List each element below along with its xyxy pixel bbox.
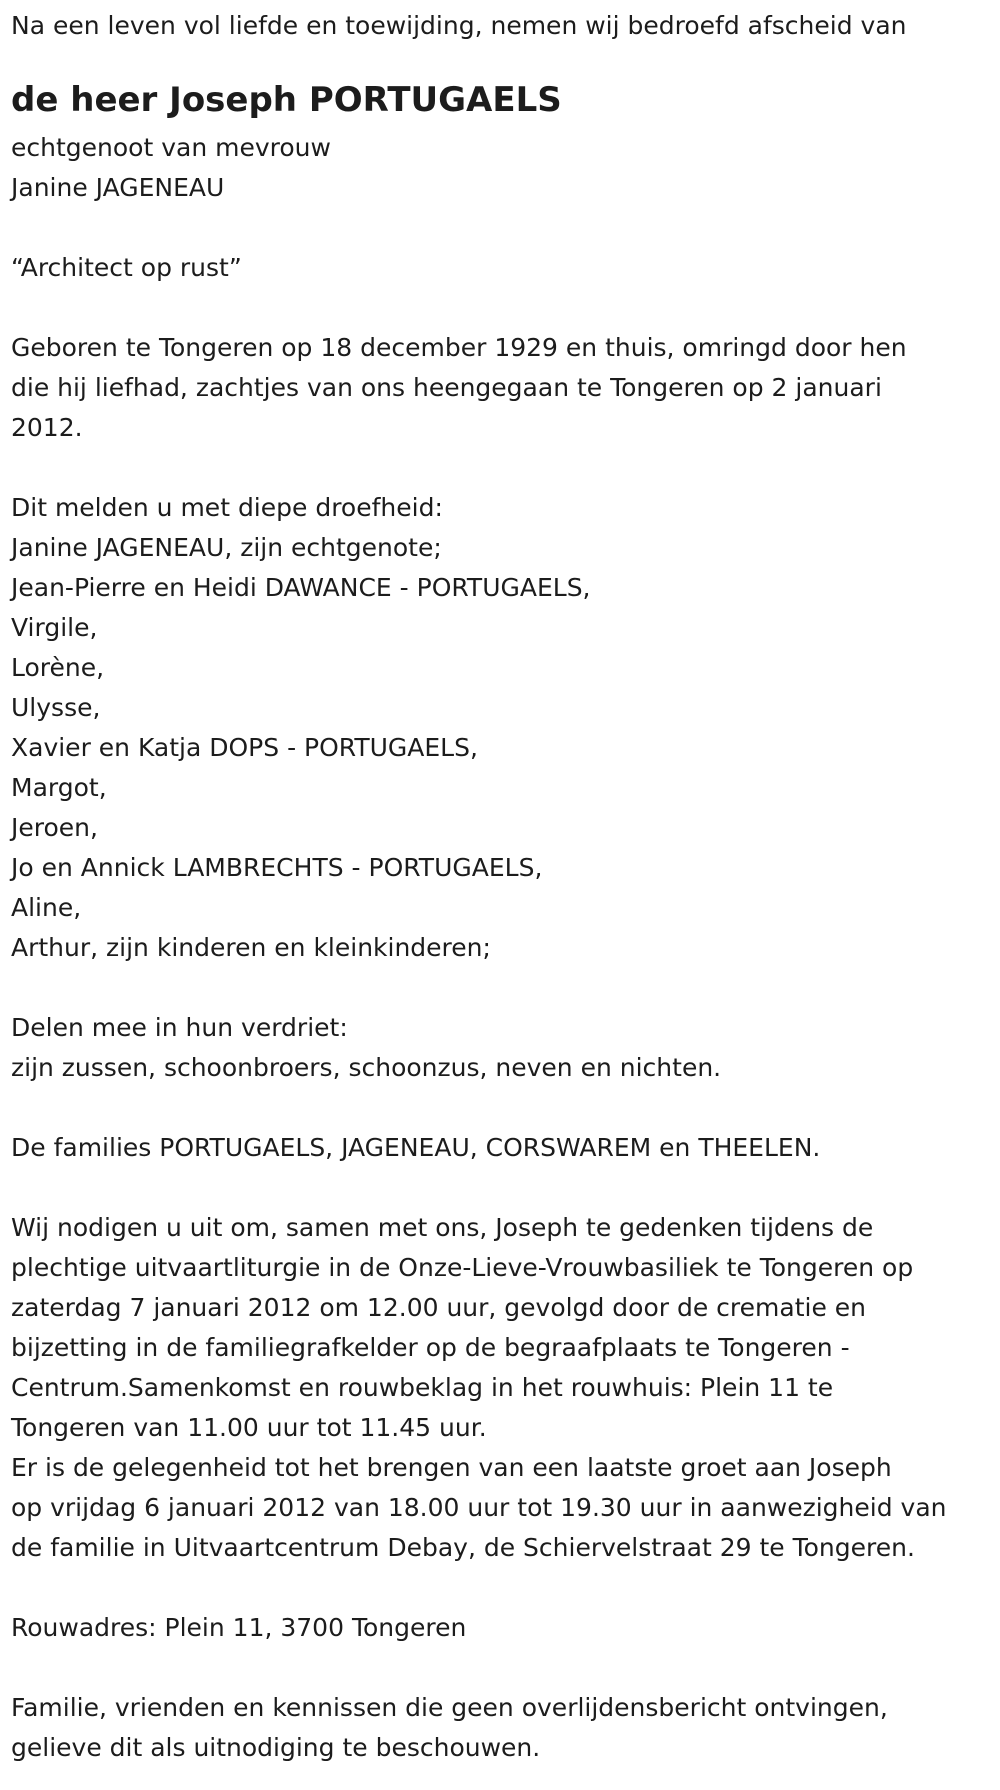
spacer: [11, 208, 996, 248]
family-member: Arthur, zijn kinderen en kleinkinderen;: [11, 933, 491, 962]
family-member: Jeroen,: [11, 813, 98, 842]
mourning-address: Rouwadres: Plein 11, 3700 Tongeren: [11, 1613, 467, 1642]
spacer: [11, 1088, 996, 1128]
paragraph-line: Tongeren van 11.00 uur tot 11.45 uur.: [11, 1413, 487, 1442]
family-member: Jean-Pierre en Heidi DAWANCE - PORTUGAELS,: [11, 573, 591, 602]
paragraph-line: Wij nodigen u uit om, samen met ons, Joseph te gedenken tijdens de: [11, 1213, 874, 1242]
paragraph-line: Geboren te Tongeren op 18 december 1929 en thuis, omringd door hen: [11, 333, 907, 362]
spouse-name: Janine JAGENEAU: [11, 173, 225, 202]
spacer: [11, 1568, 996, 1608]
sharing-heading: Delen mee in hun verdriet:: [11, 1013, 348, 1042]
birth-death-paragraph: [11, 328, 996, 448]
paragraph-line: Familie, vrienden en kennissen die geen overlijdensbericht ontvingen,: [11, 1693, 888, 1722]
family-member: Aline,: [11, 893, 82, 922]
paragraph-line: op vrijdag 6 januari 2012 van 18.00 uur tot 19.30 uur in aanwezigheid van: [11, 1493, 947, 1522]
paragraph-line: die hij liefhad, zachtjes van ons heengegaan te Tongeren op 2 januari: [11, 373, 882, 402]
sharing-relatives: zijn zussen, schoonbroers, schoonzus, neven en nichten.: [11, 1053, 722, 1082]
closing-paragraph: [11, 1688, 996, 1768]
spacer: [11, 968, 996, 1008]
paragraph-line: de familie in Uitvaartcentrum Debay, de Schiervelstraat 29 te Tongeren.: [11, 1533, 915, 1562]
families-line: De families PORTUGAELS, JAGENEAU, CORSWAREM en THEELEN.: [11, 1133, 821, 1162]
profession-quote: “Architect op rust”: [11, 253, 242, 282]
paragraph-line: plechtige uitvaartliturgie in de Onze-Lieve-Vrouwbasiliek te Tongeren op: [11, 1253, 914, 1282]
family-member: Xavier en Katja DOPS - PORTUGAELS,: [11, 733, 478, 762]
spacer: [11, 288, 996, 328]
spacer: [11, 1168, 996, 1208]
intro-text: Na een leven vol liefde en toewijding, nemen wij bedroefd afscheid van: [11, 11, 907, 40]
spacer: [11, 1648, 996, 1688]
deceased-name: de heer Joseph PORTUGAELS: [11, 80, 562, 120]
announcement-heading: Dit melden u met diepe droefheid:: [11, 493, 443, 522]
family-member: Lorène,: [11, 653, 105, 682]
family-member: Virgile,: [11, 613, 98, 642]
spacer: [11, 448, 996, 488]
family-member: Jo en Annick LAMBRECHTS - PORTUGAELS,: [11, 853, 543, 882]
paragraph-line: 2012.: [11, 413, 83, 442]
family-member: Ulysse,: [11, 693, 101, 722]
paragraph-line: Centrum.Samenkomst en rouwbeklag in het rouwhuis: Plein 11 te: [11, 1373, 834, 1402]
paragraph-line: Er is de gelegenheid tot het brengen van een laatste groet aan Joseph: [11, 1453, 892, 1482]
obituary-notice: [11, 0, 996, 1768]
family-member: Janine JAGENEAU, zijn echtgenote;: [11, 533, 442, 562]
family-member: Margot,: [11, 773, 107, 802]
paragraph-line: zaterdag 7 januari 2012 om 12.00 uur, gevolgd door de crematie en: [11, 1293, 866, 1322]
invitation-paragraph: [11, 1208, 996, 1568]
paragraph-line: gelieve dit als uitnodiging te beschouwen.: [11, 1733, 541, 1762]
spouse-label: echtgenoot van mevrouw: [11, 133, 331, 162]
family-list: [11, 528, 996, 968]
paragraph-line: bijzetting in de familiegrafkelder op de begraafplaats te Tongeren -: [11, 1333, 850, 1362]
